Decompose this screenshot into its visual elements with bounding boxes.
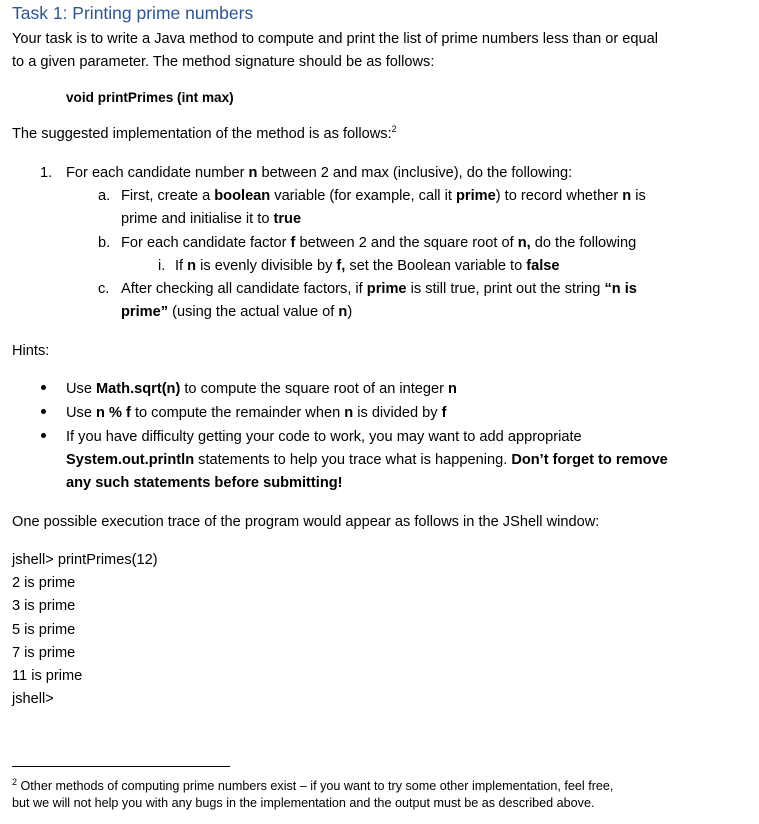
step-c-l1-pre: After checking all candidate factors, if bbox=[121, 281, 367, 297]
step-c-line-2 bbox=[121, 302, 352, 322]
hint-2-mod: n % f bbox=[96, 405, 131, 421]
trace-line-3: 5 is prime bbox=[12, 622, 76, 638]
hint-3-warning-cont: any such statements before submitting! bbox=[66, 475, 343, 491]
step-i-mid: is evenly divisible by bbox=[196, 258, 337, 274]
step-b-f: f bbox=[290, 235, 296, 251]
hint-3-warning: Don’t forget to remove bbox=[511, 452, 668, 468]
step-a-l1-mid2: ) to record whether bbox=[495, 188, 623, 204]
step-1-post: between 2 and max (inclusive), do the following: bbox=[257, 165, 573, 181]
hint-1 bbox=[66, 379, 457, 399]
step-c-n: n bbox=[338, 304, 348, 320]
footnote-ref: 2 bbox=[391, 124, 397, 135]
step-c-n-is: “n is bbox=[604, 281, 637, 297]
step-i-mid2: set the Boolean variable to bbox=[345, 258, 527, 274]
hint-1-post: to compute the square root of an integer bbox=[180, 381, 449, 397]
step-b-text bbox=[121, 233, 636, 253]
hint-3-println: System.out.println bbox=[66, 452, 195, 468]
hint-3-mid: statements to help you trace what is happening. bbox=[194, 452, 512, 468]
hint-2-f: f bbox=[441, 405, 447, 421]
trace-intro: One possible execution trace of the program would appear as follows in the JShell window: bbox=[12, 514, 600, 530]
step-b-marker: b. bbox=[98, 235, 111, 251]
step-a-boolean: boolean bbox=[214, 188, 271, 204]
step-1-number: 1. bbox=[40, 165, 53, 181]
hint-1-sqrt: Math.sqrt(n) bbox=[96, 381, 181, 397]
step-c-l2-pre: (using the actual value of bbox=[168, 304, 339, 320]
hint-3-line-2 bbox=[66, 450, 668, 470]
footnote-divider bbox=[12, 766, 230, 767]
footnote-text-1: Other methods of computing prime numbers exist – if you want to try some other implementation, feel free, bbox=[17, 779, 614, 793]
hint-1-n: n bbox=[448, 381, 457, 397]
footnote-marker: 2 bbox=[12, 776, 18, 787]
bullet-1 bbox=[41, 385, 46, 390]
hint-1-pre: Use bbox=[66, 381, 97, 397]
hint-3-line-3 bbox=[66, 473, 343, 493]
step-i-n: n bbox=[187, 258, 197, 274]
step-a-line-1 bbox=[121, 186, 646, 206]
hint-2-post: to compute the remainder when bbox=[130, 405, 345, 421]
step-i-false: false bbox=[526, 258, 560, 274]
step-a-l1-pre: First, create a bbox=[121, 188, 215, 204]
step-b-post: do the following bbox=[530, 235, 637, 251]
step-i-f: f, bbox=[336, 258, 346, 274]
intro-line-2: to a given parameter. The method signature should be as follows: bbox=[12, 54, 435, 70]
bullet-3 bbox=[41, 433, 46, 438]
step-a-line-2 bbox=[121, 209, 301, 229]
method-signature: void printPrimes (int max) bbox=[66, 90, 234, 105]
step-c-l1-mid: is still true, print out the string bbox=[406, 281, 605, 297]
step-c-prime: prime bbox=[366, 281, 407, 297]
trace-line-4: 7 is prime bbox=[12, 645, 76, 661]
step-i-pre: If bbox=[175, 258, 188, 274]
hint-2 bbox=[66, 403, 446, 423]
step-a-prime: prime bbox=[455, 188, 496, 204]
step-c-prime-quote: prime” bbox=[121, 304, 169, 320]
step-c-line-1 bbox=[121, 279, 637, 299]
step-a-l1-mid: variable (for example, call it bbox=[270, 188, 456, 204]
step-b-n: n, bbox=[517, 235, 531, 251]
step-b-mid: between 2 and the square root of bbox=[295, 235, 518, 251]
trace-line-6: jshell> bbox=[12, 691, 54, 707]
step-1-text bbox=[66, 163, 572, 183]
step-a-l1-post: is bbox=[631, 188, 646, 204]
step-1-n: n bbox=[248, 165, 258, 181]
step-c-l2-post: ) bbox=[347, 304, 353, 320]
page-title: Task 1: Printing prime numbers bbox=[12, 3, 254, 23]
hint-2-pre: Use bbox=[66, 405, 97, 421]
step-1-pre: For each candidate number bbox=[66, 165, 249, 181]
hint-2-n: n bbox=[344, 405, 354, 421]
footnote-line-2: but we will not help you with any bugs in the implementation and the output must be as described above. bbox=[12, 796, 595, 810]
footnote-line-1 bbox=[12, 778, 613, 795]
trace-line-5: 11 is prime bbox=[12, 668, 83, 684]
intro-line-1: Your task is to write a Java method to compute and print the list of prime numbers less than or equal bbox=[12, 31, 658, 47]
hint-2-mid: is divided by bbox=[353, 405, 442, 421]
trace-line-1: 2 is prime bbox=[12, 575, 76, 591]
step-a-true: true bbox=[273, 211, 302, 227]
trace-line-0: jshell> printPrimes(12) bbox=[12, 552, 158, 568]
step-a-n: n bbox=[622, 188, 632, 204]
step-a-marker: a. bbox=[98, 188, 111, 204]
hint-3-line-1: If you have difficulty getting your code to work, you may want to add appropriate bbox=[66, 429, 582, 445]
step-c-marker: c. bbox=[98, 281, 110, 297]
suggested-implementation-text bbox=[12, 124, 397, 144]
hints-label: Hints: bbox=[12, 343, 50, 359]
step-b-pre: For each candidate factor bbox=[121, 235, 291, 251]
step-a-l2-pre: prime and initialise it to bbox=[121, 211, 274, 227]
suggested-text: The suggested implementation of the method is as follows: bbox=[12, 126, 392, 142]
trace-line-2: 3 is prime bbox=[12, 598, 76, 614]
bullet-2 bbox=[41, 409, 46, 414]
step-i-text bbox=[175, 256, 560, 276]
step-i-marker: i. bbox=[158, 258, 166, 274]
